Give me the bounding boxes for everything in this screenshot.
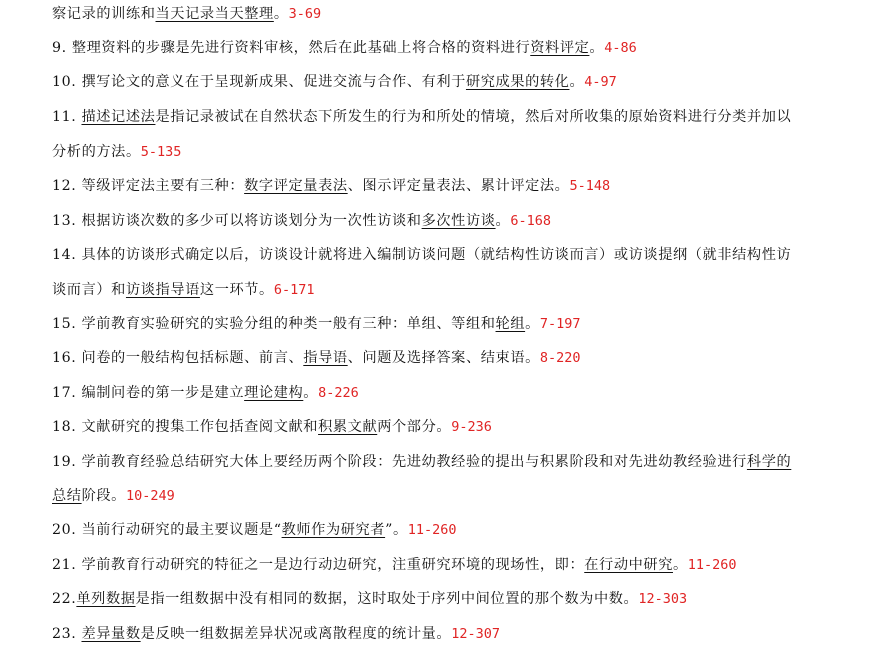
underlined-answer: 研究成果的转化 <box>465 74 570 90</box>
text-line <box>52 142 181 162</box>
underlined-answer: 资料评定 <box>530 40 590 56</box>
underlined-answer: 描述记述法 <box>81 109 156 125</box>
text-line <box>52 72 617 92</box>
text-line <box>52 38 637 58</box>
text-segment: 。 <box>525 316 540 332</box>
text-segment: 这一环节。 <box>199 282 274 298</box>
text-line <box>52 624 500 644</box>
page-reference: 5-148 <box>569 178 611 194</box>
underlined-answer: 当天记录当天整理 <box>155 6 274 22</box>
text-line <box>52 211 551 231</box>
text-line <box>52 452 791 472</box>
page-reference: 4-97 <box>584 74 617 90</box>
text-segment: 。 <box>273 6 289 22</box>
page-reference: 4-86 <box>604 40 637 56</box>
underlined-answer: 理论建构 <box>244 385 304 401</box>
text-line <box>52 280 315 300</box>
text-line <box>52 245 791 265</box>
underlined-answer: 访谈指导语 <box>125 282 200 298</box>
page-reference: 6-171 <box>273 282 315 298</box>
text-segment: 、图示评定量表法、累计评定法。 <box>347 178 570 194</box>
text-segment: 20. 当前行动研究的最主要议题是“ <box>52 522 282 538</box>
text-line <box>52 107 791 127</box>
text-line <box>52 589 687 609</box>
text-line <box>52 314 581 334</box>
text-line <box>52 486 175 506</box>
page-reference: 5-135 <box>140 144 182 160</box>
text-line <box>52 520 457 540</box>
text-segment: 17. 编制问卷的第一步是建立 <box>52 385 245 401</box>
underlined-answer: 在行动中研究 <box>584 557 673 573</box>
underlined-answer: 教师作为研究者 <box>281 522 386 538</box>
text-segment: 。 <box>495 213 511 229</box>
text-line <box>52 348 581 368</box>
text-segment: 12. 等级评定法主要有三种： <box>52 178 245 194</box>
underlined-answer: 总结 <box>52 488 82 504</box>
page-reference: 10-249 <box>125 488 175 504</box>
text-segment: 两个部分。 <box>377 419 452 435</box>
page-reference: 11-260 <box>407 522 457 538</box>
text-segment: 阶段。 <box>81 488 126 504</box>
underlined-answer: 多次性访谈 <box>421 213 496 229</box>
text-segment: ”。 <box>385 522 408 538</box>
text-segment: 13. 根据访谈次数的多少可以将访谈划分为一次性访谈和 <box>52 213 422 229</box>
text-segment: 21. 学前教育行动研究的特征之一是边行动边研究，注重研究环境的现场性，即： <box>52 557 585 573</box>
page-reference: 11-260 <box>687 557 737 573</box>
text-segment: 察记录的训练和 <box>52 6 156 22</box>
text-segment: 9. 整理资料的步骤是先进行资料审核，然后在此基础上将合格的资料进行 <box>52 40 531 56</box>
text-line <box>52 176 610 196</box>
text-segment: 23. <box>52 626 82 642</box>
underlined-answer: 单列数据 <box>76 591 136 607</box>
text-segment: 。 <box>303 385 319 401</box>
text-segment: 分析的方法。 <box>52 144 141 160</box>
text-segment: 15. 学前教育实验研究的实验分组的种类一般有三种：单组、等组和 <box>52 316 496 332</box>
underlined-answer: 指导语 <box>303 350 348 366</box>
page-reference: 12-307 <box>451 626 500 642</box>
underlined-answer: 积累文献 <box>318 419 378 435</box>
text-segment: 是反映一组数据差异状况或离散程度的统计量。 <box>140 626 452 642</box>
text-line <box>52 383 359 403</box>
text-segment: 。 <box>589 40 605 56</box>
text-segment: 10. 撰写论文的意义在于呈现新成果、促进交流与合作、有利于 <box>52 74 466 90</box>
text-line <box>52 417 492 437</box>
text-segment: 、问题及选择答案、结束语。 <box>347 350 540 366</box>
text-segment: 19. 学前教育经验总结研究大体上要经历两个阶段：先进幼教经验的提出与积累阶段和对先进幼教经验进行 <box>52 454 747 470</box>
text-segment: 。 <box>569 74 585 90</box>
underlined-answer: 轮组 <box>495 316 526 332</box>
page-reference: 9-236 <box>451 419 492 435</box>
text-segment: 16. 问卷的一般结构包括标题、前言、 <box>52 350 304 366</box>
text-segment: 18. 文献研究的搜集工作包括查阅文献和 <box>52 419 319 435</box>
page-reference: 7-197 <box>539 316 581 332</box>
text-segment: 是指一组数据中没有相同的数据，这时取处于序列中间位置的那个数为中数。 <box>135 591 639 607</box>
page-reference: 8-220 <box>539 350 581 366</box>
page-reference: 3-69 <box>288 6 322 22</box>
page-reference: 12-303 <box>638 591 688 607</box>
text-segment: 是指记录被试在自然状态下所发生的行为和所处的情境，然后对所收集的原始资料进行分类并加以 <box>155 109 792 125</box>
text-segment: 。 <box>672 557 688 573</box>
text-segment: 14. 具体的访谈形式确定以后，访谈设计就将进入编制访谈问题（就结构性访谈而言）或访谈提纲（就非结构性访 <box>52 247 792 263</box>
text-segment: 谈而言）和 <box>52 282 126 298</box>
page-reference: 6-168 <box>510 213 551 229</box>
underlined-answer: 科学的 <box>746 454 792 470</box>
text-line <box>52 4 321 24</box>
page-reference: 8-226 <box>318 385 359 401</box>
text-segment: 11. <box>52 109 82 125</box>
text-segment: 22. <box>52 591 77 607</box>
underlined-answer: 差异量数 <box>81 626 141 642</box>
text-line <box>52 555 737 575</box>
underlined-answer: 数字评定量表法 <box>244 178 348 194</box>
